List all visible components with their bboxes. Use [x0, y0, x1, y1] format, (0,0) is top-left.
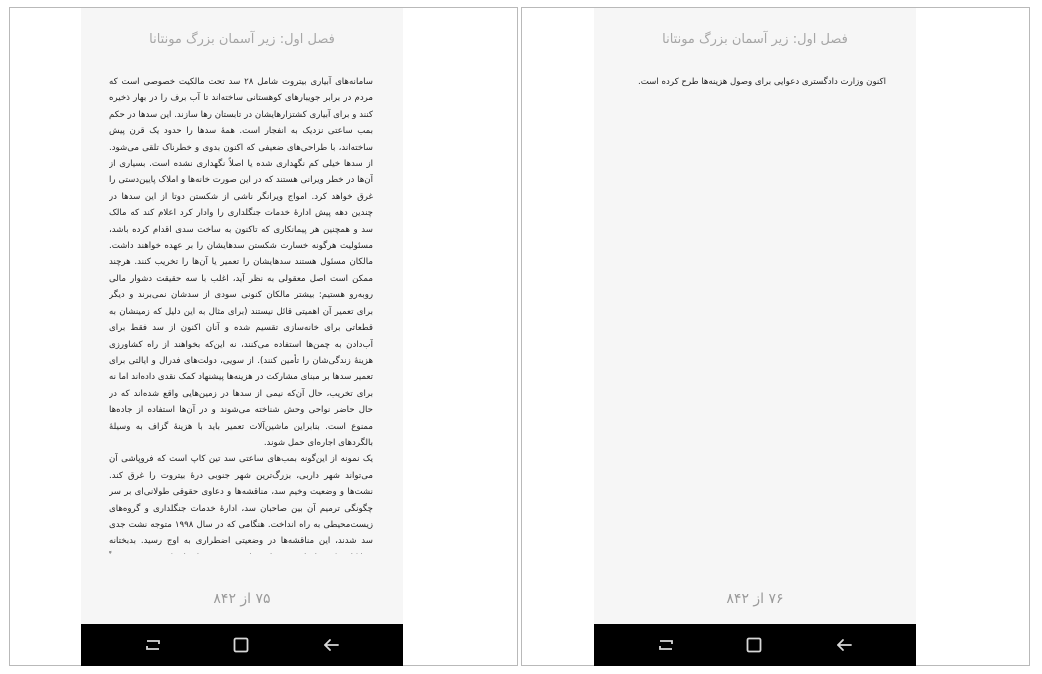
- chapter-title: فصل اول: زیر آسمان بزرگ مونتانا: [149, 32, 335, 47]
- back-icon[interactable]: [832, 633, 856, 657]
- paragraph: سامانه‌های آبیاری بیتروت شامل ۲۸ سد تحت مالکیت خصوصی است که مردم در برابر جویبارهای کوهستانی ساخته‌اند تا آب برف را در بهار ذخیره کنند و برای آبیاری کشتزارهایشان در تابستان رها سازند. این سدها در حکم بمب ساعتی نزدیک به انفجار است. همهٔ سدها را حدود یک قرن پیش ساخته‌اند، با طراحی‌های ضعیفی که اکنون بدوی و خطرناک تلقی می‌شود. از سدها خیلی کم نگهداری شده یا اصلاً نگهداری نشده است. بسیاری از آن‌ها در خطر ویرانی هستند که در این صورت خانه‌ها و املاک پایین‌دستی را غرق خواهد کرد. امواج ویرانگر ناشی از شکستن دوتا از این سدها در چندین دهه پیش ادارهٔ خدمات جنگلداری را وادار کرد اعلام کند که مالک سد و همچنین هر پیمانکاری که تاکنون به ساخت سدی اقدام کرده باشد، مسئولیت هرگونه خسارت شکستن سدهایشان را بر عهده خواهند داشت. مالکان مسئول هستند سدهایشان را تعمیر یا آن‌ها را تخریب کنند. هرچند ممکن است اصل معقولی به نظر آید، اغلب با سه حقیقت دشوار مالی روبه‌رو هستیم: بیشتر مالکان کنونی سودی از سدشان نمی‌برند و دیگر برای تعمیر آن اهمیتی قائل نیستند (برای مثال به این دلیل که زمینشان به قطعاتی برای خانه‌سازی تقسیم شده و آنان اکنون از سد فقط برای آب‌دادن به چمن‌ها استفاده می‌کنند، نه این‌که بخواهند از راه کشاورزی هزینهٔ زندگی‌شان را تأمین کنند). از سویی، دولت‌های فدرال و ایالتی برای تعمیر سدها بر مبنای مشارکت در هزینه‌ها پیشنهاد کمک نقدی داده‌اند اما نه برای تخریب، حال آن‌که نیمی از سدها در زمین‌هایی واقع شده‌اند که در حال حاضر نواحی وحش شناخته می‌شوند و در آن‌ها استفاده از جاده‌ها ممنوع است. بنابراین ماشین‌آلات تعمیر باید با هزینهٔ گزاف به وسیلهٔ بالگردهای اجاره‌ای حمل شوند.: [109, 77, 373, 448]
- page-body-text: [109, 74, 373, 554]
- recents-icon[interactable]: [654, 633, 678, 657]
- android-navigation-bar: [81, 624, 403, 666]
- page-body-text: [622, 74, 886, 554]
- android-navigation-bar: [594, 624, 916, 666]
- reader-page-panel-right: [521, 7, 1030, 666]
- phone-screen: [81, 8, 403, 666]
- page-number: ۷۵ از ۸۴۲: [213, 591, 271, 607]
- recents-icon[interactable]: [141, 633, 165, 657]
- paragraph: یک نمونه از این‌گونه بمب‌های ساعتی سد تین کاپ است که فروپاشی آن می‌تواند شهر داربی، بزرگ‌ترین شهر جنوبی درهٔ بیتروت را غرق کند. نشت‌ها و وضعیت وخیم سد، مناقشه‌ها و دعاوی حقوقی طولانی‌ای بر سر چگونگی ترمیم آن بین صاحبان سد، ادارهٔ خدمات جنگلداری و گروه‌های زیست‌محیطی به راه انداخت. هنگامی که در سال ۱۹۹۸ متوجه نشت جدی سد شدند، این مناقشه‌ها در وضعیتی اضطراری به اوج رسید. بدبختانه: [109, 454, 373, 547]
- chapter-title: فصل اول: زیر آسمان بزرگ مونتانا: [662, 32, 848, 47]
- page-number: ۷۶ از ۸۴۲: [726, 591, 784, 607]
- reader-page-panel-left: [9, 7, 518, 666]
- back-icon[interactable]: [319, 633, 343, 657]
- home-icon[interactable]: [229, 633, 253, 657]
- home-icon[interactable]: [742, 633, 766, 657]
- phone-screen: [594, 8, 916, 666]
- paragraph: اکنون وزارت دادگستری دعوایی برای وصول هزینه‌ها طرح کرده است.: [638, 77, 886, 87]
